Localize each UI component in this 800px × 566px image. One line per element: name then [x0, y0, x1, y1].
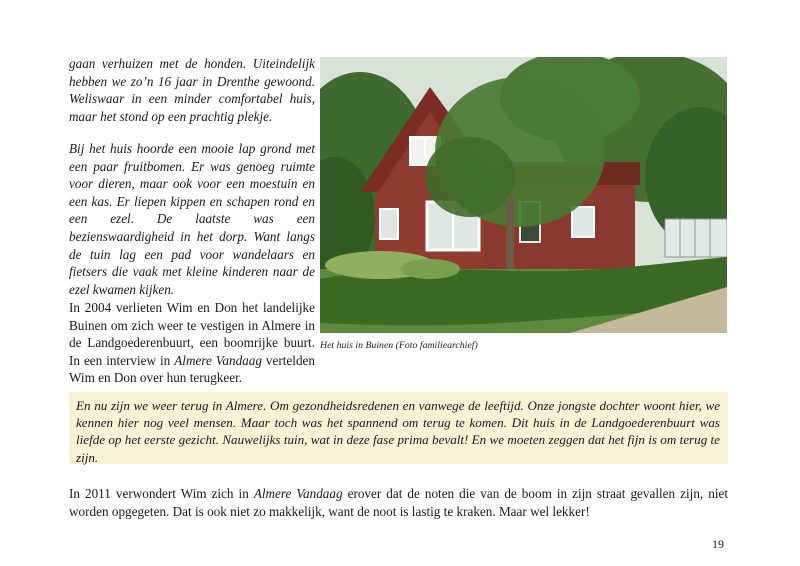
p3-text-before: In 2004 verlieten Wim en Don het landelijke Buinen om zich weer te vestigen in Almere in de Landgoederenbuurt, een boomrijke buurt. In een interview in: [69, 300, 315, 368]
interview-quote-box: [69, 392, 728, 464]
p4-text-after: erover dat de noten die van de boom in zijn straat gevallen zijn, niet worden opgegeten. Dat is ook niet zo makkelijk, want de noot is lastig te kraken. Maar wel lekker!: [69, 486, 729, 519]
paragraph-move-drenthe: gaan verhuizen met de honden. Uiteindelijk hebben we zo’n 16 jaar in Drenthe gewoond. Weliswaar in een minder comfortabel huis, maar het stond op een prachtig plekje.: [69, 56, 315, 124]
page-number: 19: [712, 537, 724, 551]
paragraph-walnuts: [69, 485, 728, 520]
paragraph-return-almere: [69, 299, 315, 387]
house-photo: [320, 57, 727, 333]
paragraph-house-grounds: Bij het huis hoorde een mooie lap grond met een paar fruitbomen. Er was genoeg ruimte voor dieren, maar ook voor een moestuin en een kas. Er liepen kippen en schapen rond en een ezel. De laatste was een bezienswaardigheid in het dorp. Want langs de tuin lag een pad voor wandelaars en fietsers die vaak met kleine kinderen naar de ezel kwamen kijken.: [69, 141, 315, 297]
p4-text-before: In 2011 verwondert Wim zich in: [69, 486, 254, 501]
photo-caption: Het huis in Buinen (Foto familiearchief): [320, 340, 478, 351]
p3-text-after: vertelden Wim en Don over hun terugkeer.: [69, 352, 315, 386]
p3-publication-name: Almere Vandaag: [174, 352, 262, 368]
interview-quote: En nu zijn we weer terug in Almere. Om gezondheidsredenen en vanwege de leeftijd. Onze jongste dochter woont hier, we kennen hier nog veel mensen. Maar toch was het spannend om terug te komen. Dit huis in de Landgoederenbuurt was liefde op het eerste gezicht. Nauwelijks tuin, wat in deze fase prima bevalt! En we moeten zeggen dat het fijn is om terug te zijn.: [76, 398, 720, 465]
p4-publication-name: Almere Vandaag: [253, 486, 343, 501]
